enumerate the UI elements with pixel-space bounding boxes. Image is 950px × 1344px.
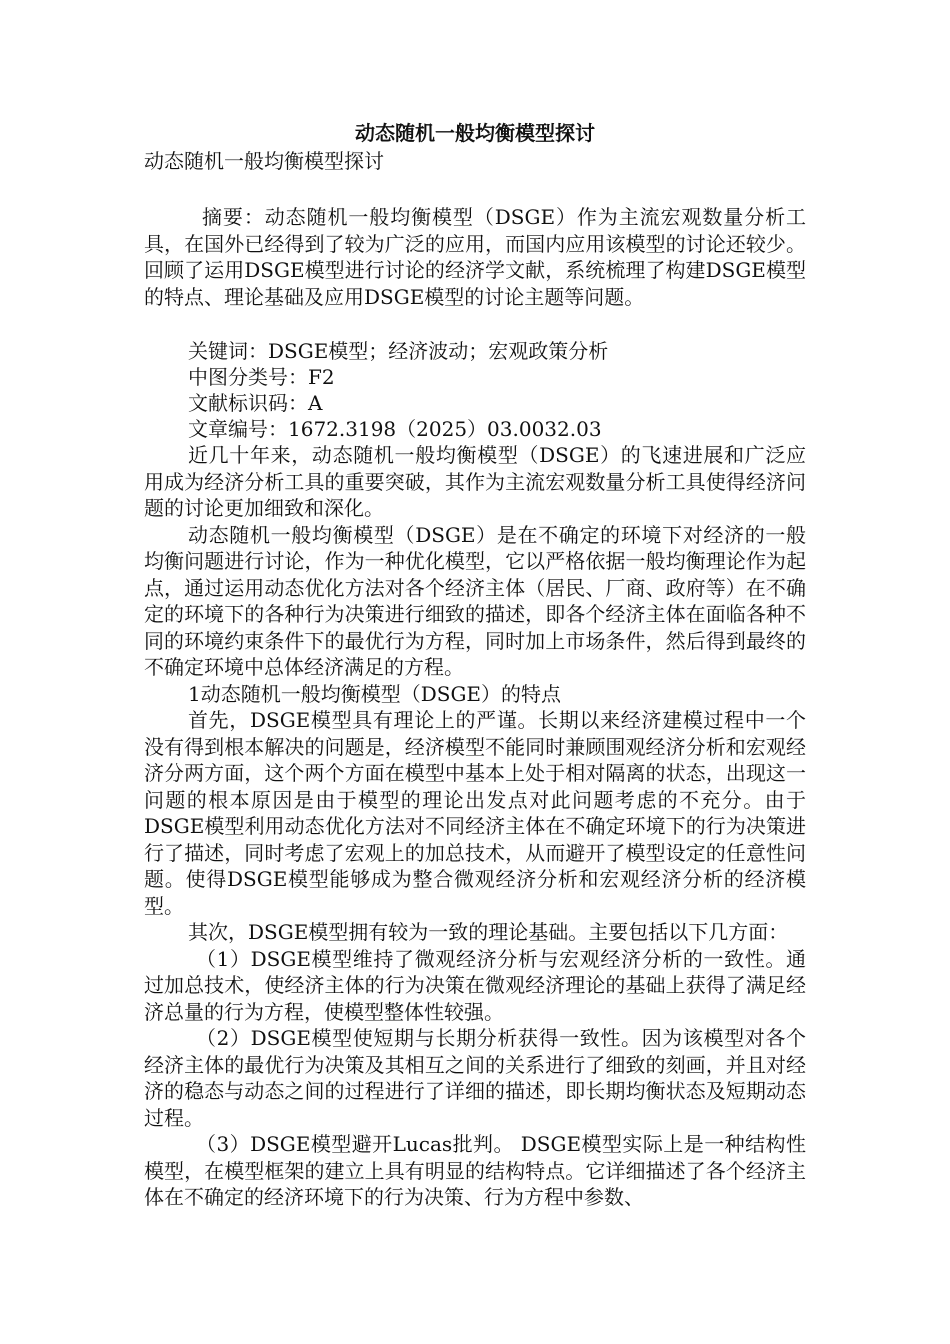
intro-paragraph-2: 动态随机一般均衡模型（DSGE）是在不确定的环境下对经济的一般均衡问题进行讨论，作为一种优化模型，它以严格依据一般均衡理论作为起点，通过运用动态优化方法对各个经济主体（居民、厂商、政府等）在不确定的环境下的各种行为决策进行细致的描述，即各个经济主体在面临各种不同的环境约束条件下的最优行为方程，同时加上市场条件，然后得到最终的不确定环境中总体经济满足的方程。 [144, 522, 806, 679]
document-title: 动态随机一般均衡模型探讨 [355, 121, 595, 145]
list-item-1: （1）DSGE模型维持了微观经济分析与宏观经济分析的一致性。通过加总技术，使经济主体的行为决策在微观经济理论的基础上获得了满足经济总量的行为方程，使模型整体性较强。 [144, 946, 806, 1024]
section-1-paragraph-2: 其次，DSGE模型拥有较为一致的理论基础。主要包括以下几方面： [188, 920, 789, 944]
keywords-line: 关键词：DSGE模型；经济波动；宏观政策分析 [188, 339, 609, 363]
clc-number-line: 中图分类号：F2 [188, 365, 335, 389]
section-1-paragraph-1: 首先，DSGE模型具有理论上的严谨。长期以来经济建模过程中一个没有得到根本解决的问题是，经济模型不能同时兼顾围观经济分析和宏观经济分两方面，这个两个方面在模型中基本上处于相对隔离的状态，出现这一问题的根本原因是由于模型的理论出发点对此问题考虑的不充分。由于DSGE模型利用动态优化方法对不同经济主体在不确定环境下的行为决策进行了描述，同时考虑了宏观上的加总技术，从而避开了模型设定的任意性问题。使得DSGE模型能够成为整合微观经济分析和宏观经济分析的经济模型。 [144, 708, 806, 918]
article-number-line: 文章编号：1672.3198（2025）03.0032.03 [188, 417, 602, 441]
blank-line [144, 176, 806, 204]
section-1-heading: 1动态随机一般均衡模型（DSGE）的特点 [188, 681, 562, 706]
document-subtitle: 动态随机一般均衡模型探讨 [144, 149, 384, 173]
abstract-paragraph: 摘要：动态随机一般均衡模型（DSGE）作为主流宏观数量分析工具，在国外已经得到了较为广泛的应用，而国内应用该模型的讨论还较少。回顾了运用DSGE模型进行讨论的经济学文献，系统梳理了构建DSGE模型的特点、理论基础及应用DSGE模型的讨论主题等问题。 [144, 205, 806, 309]
document-code-line: 文献标识码：A [188, 391, 323, 415]
list-item-2: （2）DSGE模型使短期与长期分析获得一致性。因为该模型对各个经济主体的最优行为决策及其相互之间的关系进行了细致的刻画，并且对经济的稳态与动态之间的过程进行了详细的描述，即长期均衡状态及短期动态过程。 [144, 1026, 806, 1130]
article-metadata [144, 338, 806, 442]
intro-paragraph-1: 近几十年来，动态随机一般均衡模型（DSGE）的飞速进展和广泛应用成为经济分析工具的重要突破，其作为主流宏观数量分析工具使得经济问题的讨论更加细致和深化。 [144, 443, 806, 520]
list-item-3: （3）DSGE模型避开Lucas批判。 DSGE模型实际上是一种结构性模型，在模型框架的建立上具有明显的结构特点。它详细描述了各个经济主体在不确定的经济环境下的行为决策、行为方程中参数、 [144, 1132, 806, 1209]
document-page [144, 118, 806, 1211]
